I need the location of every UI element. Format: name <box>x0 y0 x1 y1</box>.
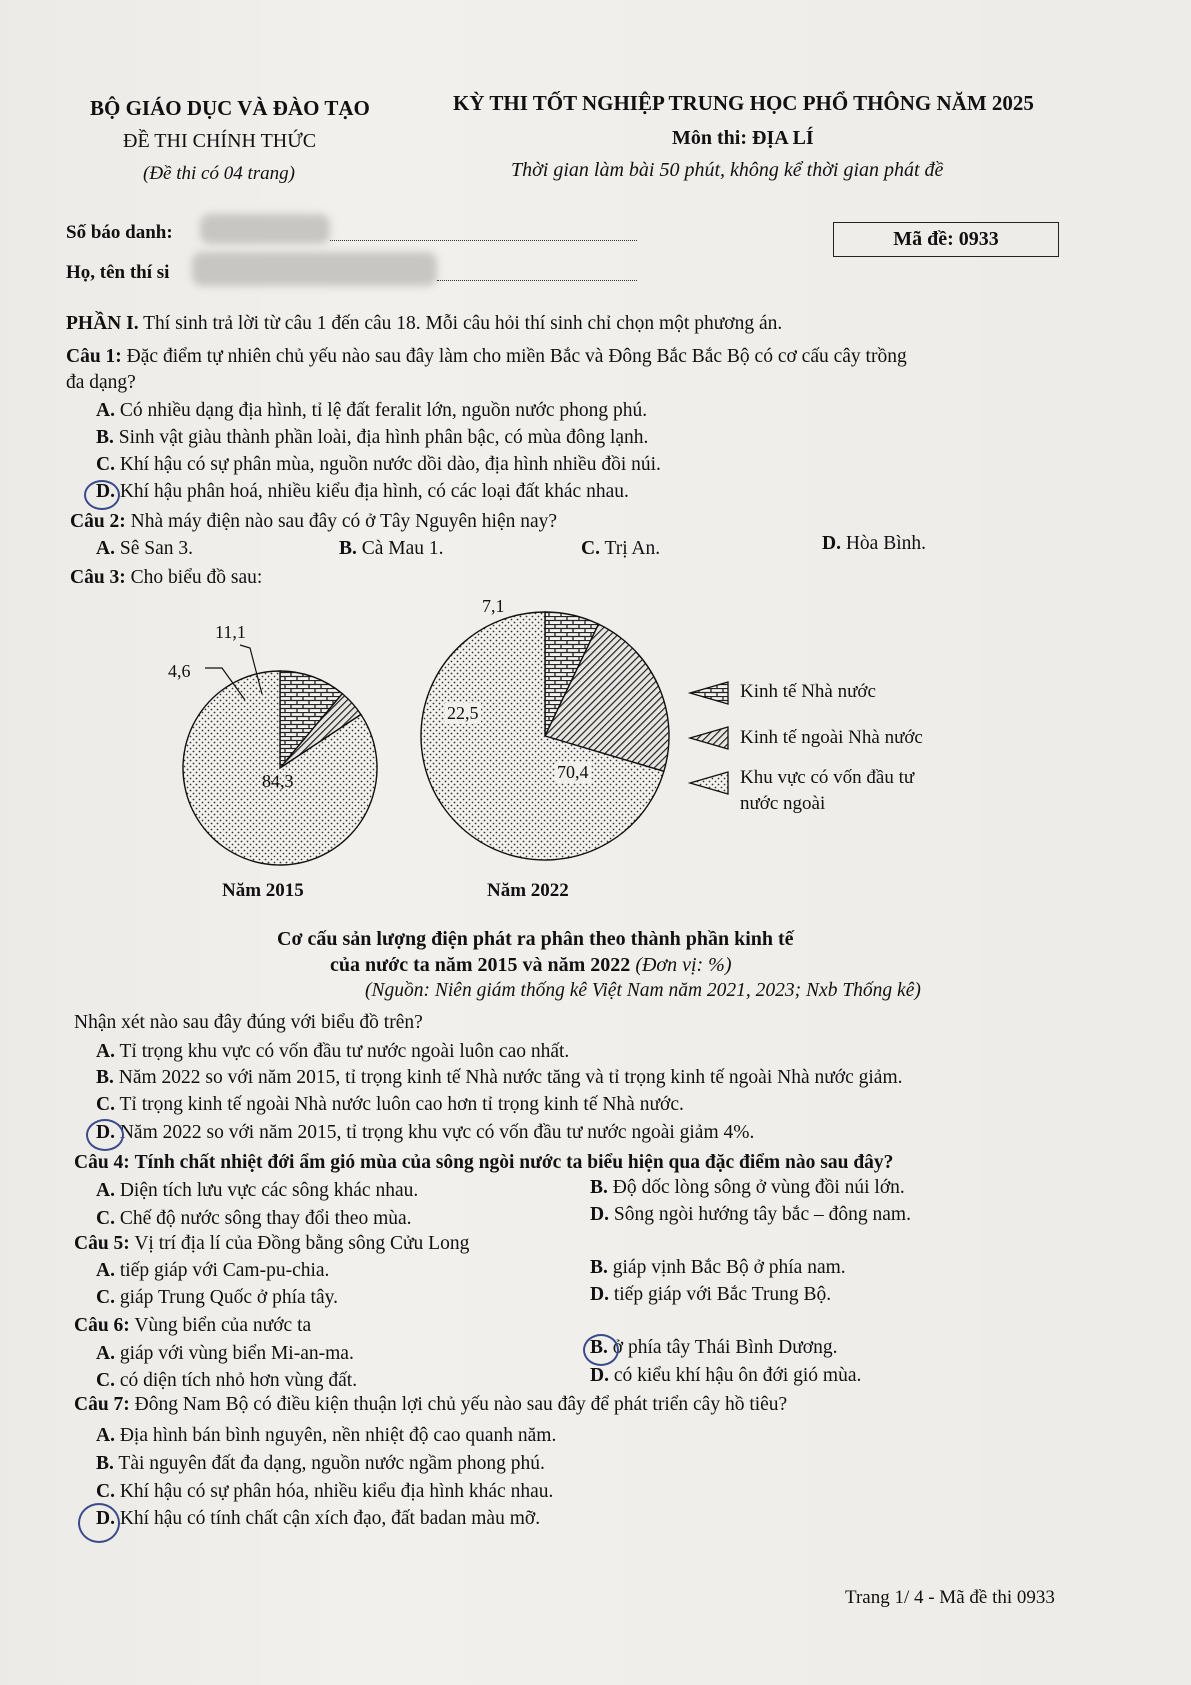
legend-fdi-line2: nước ngoài <box>740 793 826 814</box>
q4-d-text: Sông ngòi hướng tây bắc – đông nam. <box>613 1204 911 1225</box>
option-letter: C. <box>581 538 600 559</box>
chart-caption-line1: Cơ cấu sản lượng điện phát ra phân theo thành phần kinh tế <box>277 928 794 950</box>
q4-option-a <box>96 1180 418 1202</box>
q4-option-c <box>96 1208 412 1230</box>
q5-option-b <box>590 1257 846 1279</box>
q6-answer-circle <box>583 1334 619 1366</box>
option-letter: A. <box>96 1180 115 1201</box>
q5-a-text: tiếp giáp với Cam-pu-chia. <box>119 1260 330 1281</box>
q5-b-text: giáp vịnh Bắc Bộ ở phía nam. <box>612 1257 846 1278</box>
page-footer: Trang 1/ 4 - Mã đề thi 0933 <box>845 1587 1055 1608</box>
option-letter: C. <box>96 1481 115 1502</box>
option-letter: B. <box>96 427 114 448</box>
exam-title: KỲ THI TỐT NGHIỆP TRUNG HỌC PHỔ THÔNG NĂM 2025 <box>453 91 1034 115</box>
q6-b-text: ở phía tây Thái Bình Dương. <box>612 1337 838 1358</box>
q7-b-text: Tài nguyên đất đa dạng, nguồn nước ngầm phong phú. <box>118 1453 545 1474</box>
part1-label: PHẦN I. <box>66 313 139 334</box>
pie2015-label-2: 84,3 <box>262 771 294 791</box>
legend-swatch-1 <box>690 727 728 749</box>
q1-stem-line2: đa dạng? <box>66 372 136 393</box>
option-letter: C. <box>96 454 115 475</box>
q1-stem-line1: Đặc điểm tự nhiên chủ yếu nào sau đây làm cho miền Bắc và Đông Bắc Bắc Bộ có cơ cấu cây trồng <box>126 346 907 367</box>
q6-option-d <box>590 1365 861 1387</box>
legend-swatch-0 <box>690 682 728 704</box>
q3-option-d <box>96 1122 754 1144</box>
pie2022-label-2: 70,4 <box>557 762 589 782</box>
q4-b-text: Độ dốc lòng sông ở vùng đồi núi lớn. <box>612 1177 905 1198</box>
q7-a-text: Địa hình bán bình nguyên, nền nhiệt độ cao quanh năm. <box>119 1425 557 1446</box>
part1-text: Thí sinh trả lời từ câu 1 đến câu 18. Mỗi câu hỏi thí sinh chỉ chọn một phương án. <box>143 313 783 334</box>
q6-option-c <box>96 1370 357 1392</box>
option-letter: B. <box>96 1453 114 1474</box>
q2-d-text: Hòa Bình. <box>845 533 927 554</box>
caption-main: của nước ta năm 2015 và năm 2022 <box>330 954 636 976</box>
q4-option-b <box>590 1177 905 1199</box>
pie2015-label-0: 11,1 <box>215 622 246 642</box>
q3-option-c <box>96 1094 684 1116</box>
option-letter: C. <box>96 1287 115 1308</box>
q5-stem-text: Vị trí địa lí của Đồng bằng sông Cửu Long <box>134 1233 470 1254</box>
pie2022-title: Năm 2022 <box>487 880 569 901</box>
q3-d-text: Năm 2022 so với năm 2015, tỉ trọng khu vực có vốn đầu tư nước ngoài giảm 4%. <box>119 1122 755 1143</box>
q7-option-a <box>96 1425 556 1447</box>
official-label: ĐỀ THI CHÍNH THỨC <box>123 130 317 152</box>
q7-option-b <box>96 1453 545 1475</box>
q5-d-text: tiếp giáp với Bắc Trung Bộ. <box>613 1284 832 1305</box>
q4-stem-text: Tính chất nhiệt đới ẩm gió mùa của sông ngòi nước ta biểu hiện qua đặc điểm nào sau đây? <box>134 1152 894 1173</box>
legend-swatch-2 <box>690 772 728 794</box>
option-letter: A. <box>96 1343 115 1364</box>
q3-option-b <box>96 1067 903 1089</box>
option-letter: D. <box>590 1284 609 1305</box>
q1-label: Câu 1: <box>66 346 122 367</box>
q3-b-text: Năm 2022 so với năm 2015, tỉ trọng kinh tế Nhà nước tăng và tỉ trọng kinh tế ngoài Nhà nước giảm. <box>118 1067 903 1088</box>
q7-d-text: Khí hậu có tính chất cận xích đạo, đất badan màu mỡ. <box>119 1508 541 1529</box>
candidate-id-label: Số báo danh: <box>66 222 173 243</box>
pie2022-label-0: 7,1 <box>482 596 505 616</box>
option-letter: D. <box>590 1365 609 1386</box>
option-letter: B. <box>590 1177 608 1198</box>
q7-option-d <box>96 1508 540 1530</box>
option-letter: B. <box>96 1067 114 1088</box>
q5-option-a <box>96 1260 329 1282</box>
q2-c-text: Trị An. <box>604 538 661 559</box>
pie2015-title: Năm 2015 <box>222 880 304 901</box>
q6-a-text: giáp với vùng biển Mi-an-ma. <box>119 1343 354 1364</box>
q3-a-text: Tỉ trọng khu vực có vốn đầu tư nước ngoài luôn cao nhất. <box>119 1041 570 1062</box>
legend-nonstate: Kinh tế ngoài Nhà nước <box>740 727 923 748</box>
q6-stem <box>74 1315 311 1337</box>
option-letter: D. <box>96 481 115 502</box>
q4-stem <box>74 1152 893 1174</box>
q6-stem-text: Vùng biển của nước ta <box>134 1315 312 1336</box>
q1-a-text: Có nhiều dạng địa hình, tỉ lệ đất feralit lớn, nguồn nước phong phú. <box>119 400 648 421</box>
q1-d-text: Khí hậu phân hoá, nhiều kiểu địa hình, có các loại đất khác nhau. <box>119 481 629 502</box>
option-letter: C. <box>96 1370 115 1391</box>
option-letter: D. <box>822 533 841 554</box>
ministry-name: BỘ GIÁO DỤC VÀ ĐÀO TẠO <box>90 96 370 120</box>
q2-b-text: Cà Mau 1. <box>361 538 444 559</box>
option-letter: C. <box>96 1208 115 1229</box>
q6-option-a <box>96 1343 354 1365</box>
option-letter: B. <box>339 538 357 559</box>
q5-label: Câu 5: <box>74 1233 130 1254</box>
option-letter: A. <box>96 538 115 559</box>
caption-unit: (Đơn vị: %) <box>635 954 732 976</box>
q5-option-d <box>590 1284 831 1306</box>
q1-c-text: Khí hậu có sự phân mùa, nguồn nước dồi dào, địa hình nhiều đồi núi. <box>119 454 661 475</box>
chart-caption-line2 <box>330 954 732 977</box>
q5-option-c <box>96 1287 338 1309</box>
legend-state: Kinh tế Nhà nước <box>740 681 876 702</box>
q4-label: Câu 4: <box>74 1152 130 1173</box>
option-letter: A. <box>96 1260 115 1281</box>
chart-source: (Nguồn: Niên giám thống kê Việt Nam năm 2021, 2023; Nxb Thống kê) <box>365 980 921 1001</box>
q2-stem-text: Nhà máy điện nào sau đây có ở Tây Nguyên hiện nay? <box>130 511 558 532</box>
option-letter: D. <box>96 1508 115 1529</box>
q6-c-text: có diện tích nhỏ hơn vùng đất. <box>119 1370 358 1391</box>
q3-ask: Nhận xét nào sau đây đúng với biểu đồ trên? <box>74 1012 423 1033</box>
q7-answer-circle <box>78 1503 120 1543</box>
candidate-name-label: Họ, tên thí si <box>66 262 170 283</box>
page-count: (Đề thi có 04 trang) <box>143 163 295 184</box>
option-letter: A. <box>96 1425 115 1446</box>
q3-stem-text: Cho biểu đồ sau: <box>130 567 263 588</box>
q6-option-b <box>590 1337 838 1359</box>
q2-label: Câu 2: <box>70 511 126 532</box>
exam-code: Mã đề: 0933 <box>833 222 1059 257</box>
q6-d-text: có kiểu khí hậu ôn đới gió mùa. <box>613 1365 862 1386</box>
q5-stem <box>74 1233 469 1255</box>
option-letter: D. <box>590 1204 609 1225</box>
time-limit: Thời gian làm bài 50 phút, không kể thời gian phát đề <box>511 159 944 181</box>
q3-option-a <box>96 1041 569 1063</box>
pie2022-label-1: 22,5 <box>447 703 479 723</box>
option-letter: A. <box>96 400 115 421</box>
q3-answer-circle <box>86 1119 124 1151</box>
q6-label: Câu 6: <box>74 1315 130 1336</box>
q2-a-text: Sê San 3. <box>119 538 193 559</box>
subject: Môn thi: ĐỊA LÍ <box>672 127 814 149</box>
legend-fdi-line1: Khu vực có vốn đầu tư <box>740 767 915 788</box>
q4-option-d <box>590 1204 911 1226</box>
option-letter: B. <box>590 1337 608 1358</box>
option-letter: A. <box>96 1041 115 1062</box>
option-letter: C. <box>96 1094 115 1115</box>
q3-c-text: Tỉ trọng kinh tế ngoài Nhà nước luôn cao hơn tỉ trọng kinh tế Nhà nước. <box>119 1094 684 1115</box>
q1-b-text: Sinh vật giàu thành phần loài, địa hình phân bậc, có mùa đông lạnh. <box>118 427 649 448</box>
pie2015-label-1: 4,6 <box>168 661 191 681</box>
q4-a-text: Diện tích lưu vực các sông khác nhau. <box>119 1180 419 1201</box>
q7-c-text: Khí hậu có sự phân hóa, nhiều kiểu địa hình khác nhau. <box>119 1481 554 1502</box>
q4-c-text: Chế độ nước sông thay đổi theo mùa. <box>119 1208 412 1229</box>
option-letter: D. <box>96 1122 115 1143</box>
q7-stem-text: Đông Nam Bộ có điều kiện thuận lợi chủ yếu nào sau đây để phát triển cây hồ tiêu? <box>134 1394 788 1415</box>
q7-stem <box>74 1394 787 1416</box>
q7-option-c <box>96 1481 553 1503</box>
option-letter: B. <box>590 1257 608 1278</box>
q7-label: Câu 7: <box>74 1394 130 1415</box>
q5-c-text: giáp Trung Quốc ở phía tây. <box>119 1287 338 1308</box>
q3-label: Câu 3: <box>70 567 126 588</box>
